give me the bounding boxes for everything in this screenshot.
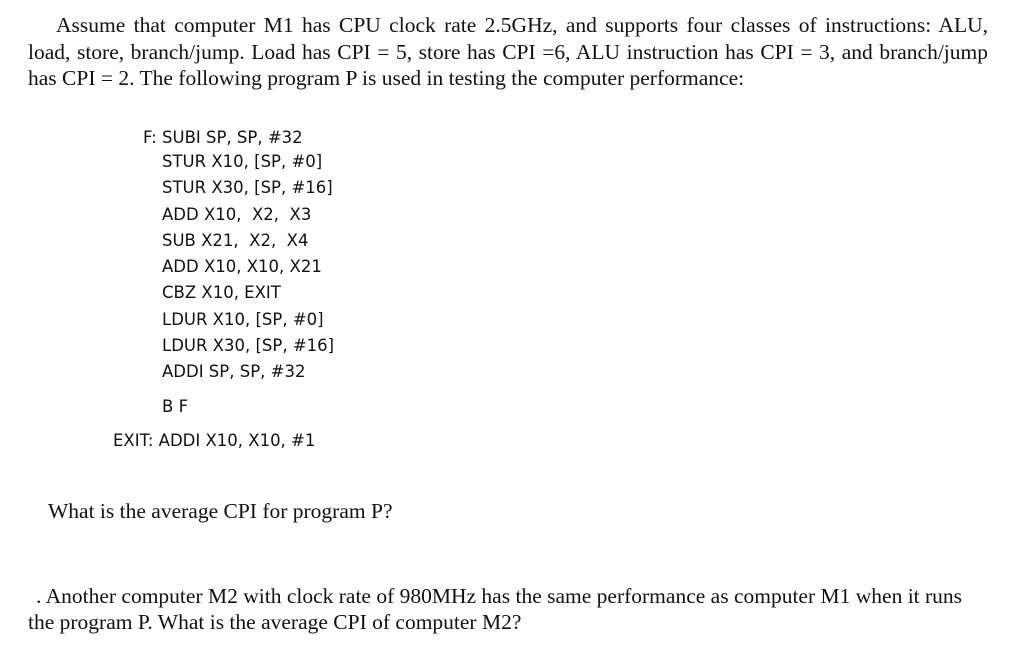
- question-one-text: What is the average CPI for program P?: [48, 499, 393, 523]
- problem-statement: [28, 12, 988, 92]
- code-line: STUR X30, [SP, #16]: [162, 178, 333, 197]
- question-one: [22, 498, 392, 524]
- code-line: ADD X10, X2, X3: [162, 205, 312, 224]
- code-line: B F: [162, 397, 189, 416]
- question-two-bullet: .: [36, 584, 42, 608]
- question-two: [28, 583, 978, 635]
- problem-statement-text: Assume that computer M1 has CPU clock rate 2.5GHz, and supports four classes of instructions: ALU, load, store, branch/jump. Load has CPI = 5, store has CPI =6, ALU instruction has CPI = 3, and branch/jump has CPI = 2. The following program P is used in testing the computer performance:: [28, 13, 988, 90]
- question-two-text: Another computer M2 with clock rate of 980MHz has the same performance as computer M1 when it runs the program P. What is the average CPI of computer M2?: [28, 584, 963, 634]
- code-line: LDUR X30, [SP, #16]: [162, 336, 335, 355]
- code-line: ADD X10, X10, X21: [162, 257, 322, 276]
- code-line: ADDI SP, SP, #32: [162, 362, 306, 381]
- code-line: STUR X10, [SP, #0]: [162, 152, 323, 171]
- code-line: CBZ X10, EXIT: [162, 283, 281, 302]
- code-line: EXIT: ADDI X10, X10, #1: [113, 431, 316, 450]
- code-line: LDUR X10, [SP, #0]: [162, 310, 324, 329]
- code-line: F: SUBI SP, SP, #32: [143, 128, 303, 147]
- code-line: SUB X21, X2, X4: [162, 231, 309, 250]
